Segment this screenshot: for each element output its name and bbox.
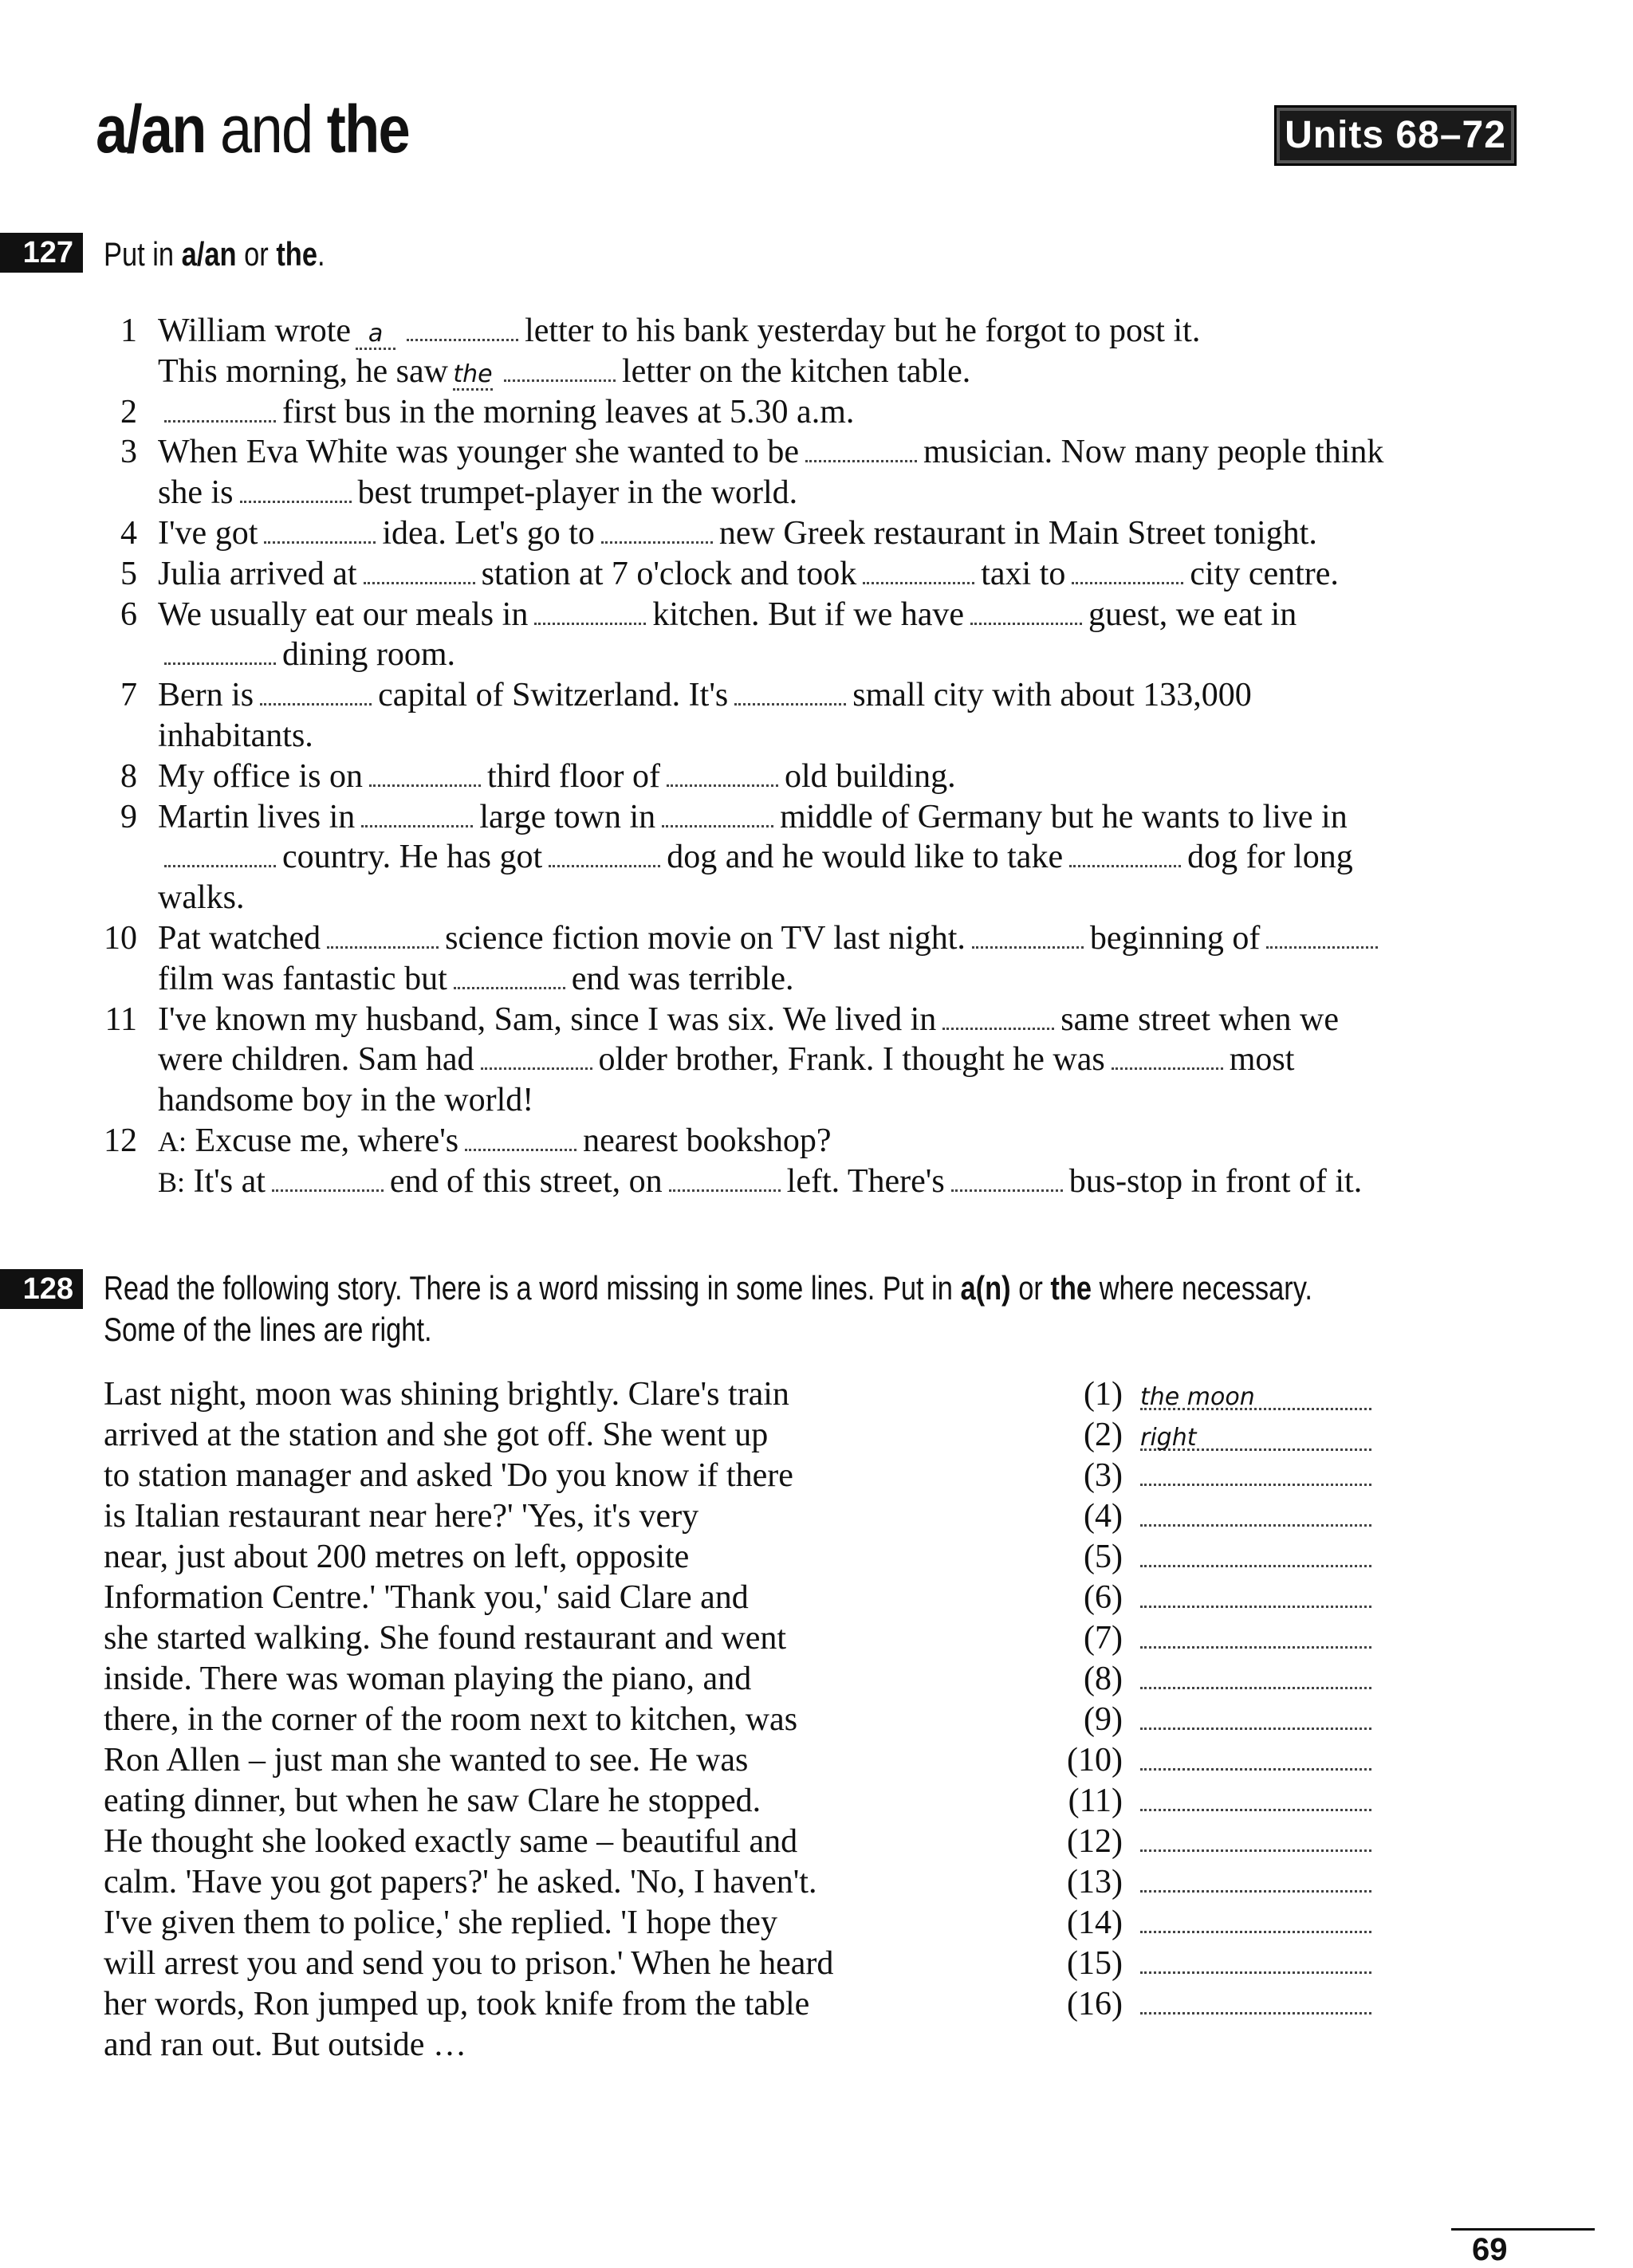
answer-blank[interactable] bbox=[481, 1059, 592, 1070]
exercise-128-instruction-line2: Some of the lines are right. bbox=[104, 1311, 432, 1348]
question-fragment: I've known my husband, Sam, since I was six. We lived in bbox=[158, 1000, 937, 1038]
answer-row bbox=[1051, 1659, 1371, 1700]
answer-row bbox=[1051, 1781, 1371, 1822]
answer-number: (4) bbox=[1084, 1498, 1123, 1535]
answer-row bbox=[1051, 1984, 1371, 2025]
answer-number: (15) bbox=[1067, 1945, 1123, 1982]
answer-blank[interactable] bbox=[669, 1181, 781, 1192]
answer-row bbox=[1051, 1862, 1371, 1903]
exercise-127-number: 127 bbox=[0, 233, 83, 273]
question-text bbox=[158, 837, 1593, 878]
story-line: Information Centre.' 'Thank you,' said Clare and bbox=[104, 1579, 749, 1616]
answer-field[interactable] bbox=[1140, 1829, 1371, 1852]
answer-field[interactable] bbox=[1140, 1707, 1371, 1730]
answer-number: (2) bbox=[1084, 1417, 1123, 1453]
answer-row bbox=[1051, 1415, 1371, 1456]
question-fragment: large town in bbox=[479, 798, 656, 835]
story-line: I've given them to police,' she replied. 'I hope they bbox=[104, 1904, 777, 1941]
answer-row bbox=[1051, 1944, 1371, 1984]
filled-answer[interactable]: a bbox=[356, 320, 395, 350]
question-fragment: This morning, he saw bbox=[158, 352, 448, 390]
question-fragment: end of this street, on bbox=[389, 1162, 663, 1200]
question-text bbox=[158, 554, 1593, 595]
question-text bbox=[158, 392, 1593, 433]
answer-number: (14) bbox=[1067, 1904, 1123, 1941]
speaker-label: B: bbox=[158, 1165, 186, 1198]
question-fragment: best trumpet-player in the world. bbox=[357, 474, 798, 512]
question-text bbox=[158, 918, 1593, 959]
exercise-127-instruction: Put in a/an or the. bbox=[104, 235, 325, 273]
question-fragment: film was fantastic but bbox=[158, 960, 447, 997]
answer-number: (9) bbox=[1084, 1701, 1123, 1738]
title-and: and bbox=[205, 92, 327, 167]
answer-blank[interactable] bbox=[327, 938, 439, 949]
answer-blank[interactable] bbox=[407, 331, 518, 341]
answer-blank[interactable] bbox=[164, 654, 276, 665]
question-fragment: William wrote bbox=[158, 312, 352, 349]
question-fragment: beginning of bbox=[1089, 920, 1261, 957]
answer-blank[interactable] bbox=[972, 938, 1084, 949]
question-fragment: letter to his bank yesterday but he forgot to post it. bbox=[525, 312, 1201, 349]
story-line: inside. There was woman playing the piano, and bbox=[104, 1661, 752, 1697]
answer-row bbox=[1051, 1537, 1371, 1578]
answer-row bbox=[1051, 1456, 1371, 1496]
question-fragment: I've got bbox=[158, 515, 258, 552]
question-fragment: end was terrible. bbox=[571, 960, 794, 997]
answer-field[interactable] bbox=[1140, 1747, 1371, 1771]
story-line: near, just about 200 metres on left, opposite bbox=[104, 1539, 690, 1575]
question-text bbox=[158, 1162, 1593, 1203]
question-fragment: taxi to bbox=[981, 555, 1066, 592]
question-fragment: Excuse me, where's bbox=[187, 1122, 459, 1159]
question-fragment: left. There's bbox=[786, 1162, 945, 1200]
question-fragment: Martin lives in bbox=[158, 798, 356, 835]
question-fragment: dog and he would like to take bbox=[667, 839, 1064, 876]
answer-blank[interactable] bbox=[534, 615, 646, 625]
answer-blank[interactable] bbox=[667, 776, 778, 787]
exercise-128-answers bbox=[1051, 1374, 1371, 2025]
speaker-label: A: bbox=[158, 1126, 187, 1158]
answer-row bbox=[1051, 1374, 1371, 1415]
question-text bbox=[158, 716, 1593, 757]
answer-field[interactable] bbox=[1140, 1585, 1371, 1608]
answer-blank[interactable] bbox=[1266, 938, 1378, 949]
answer-number: (6) bbox=[1084, 1579, 1123, 1616]
question-fragment: science fiction movie on TV last night. bbox=[445, 920, 966, 957]
answer-blank[interactable] bbox=[805, 452, 917, 462]
story-line: is Italian restaurant near here?' 'Yes, it's very bbox=[104, 1498, 699, 1535]
question-fragment: bus-stop in front of it. bbox=[1068, 1162, 1363, 1200]
question-text bbox=[158, 635, 1593, 675]
question-fragment: middle of Germany but he wants to live in bbox=[780, 798, 1348, 835]
question-fragment: Julia arrived at bbox=[158, 555, 357, 592]
question-fragment: she is bbox=[158, 474, 234, 512]
answer-blank[interactable] bbox=[454, 979, 565, 989]
answer-field[interactable] bbox=[1140, 1788, 1371, 1811]
question-number: 11 bbox=[104, 1000, 137, 1038]
story-line: her words, Ron jumped up, took knife from the table bbox=[104, 1986, 810, 2022]
page-number-rule bbox=[1451, 2228, 1595, 2231]
answer-blank[interactable] bbox=[1072, 574, 1183, 584]
answer-field[interactable] bbox=[1140, 1463, 1371, 1486]
answer-blank[interactable] bbox=[1112, 1059, 1223, 1070]
question-text bbox=[158, 311, 1593, 352]
answer-blank[interactable] bbox=[240, 493, 352, 503]
answer-field[interactable] bbox=[1140, 1991, 1371, 2014]
answer-blank[interactable] bbox=[504, 371, 616, 382]
story-line: to station manager and asked 'Do you know if there bbox=[104, 1457, 793, 1494]
answer-blank[interactable] bbox=[164, 857, 276, 867]
question-fragment: older brother, Frank. I thought he was bbox=[598, 1041, 1105, 1079]
page-title bbox=[96, 89, 409, 169]
question-fragment: When Eva White was younger she wanted to be bbox=[158, 434, 799, 471]
question-fragment: walks. bbox=[158, 879, 245, 917]
story-line: arrived at the station and she got off. She went up bbox=[104, 1417, 769, 1453]
answer-row bbox=[1051, 1578, 1371, 1618]
story-line: eating dinner, but when he saw Clare he stopped. bbox=[104, 1783, 761, 1819]
question-fragment: same street when we bbox=[1060, 1000, 1339, 1038]
question-text bbox=[158, 757, 1593, 797]
answer-field[interactable] bbox=[1140, 1869, 1371, 1893]
question-number: 8 bbox=[120, 757, 137, 795]
story-line: calm. 'Have you got papers?' he asked. 'No, I haven't. bbox=[104, 1864, 817, 1900]
story-line: she started walking. She found restaurant and went bbox=[104, 1620, 787, 1657]
question-text bbox=[158, 675, 1593, 716]
question-number: 4 bbox=[120, 515, 137, 552]
question-number: 10 bbox=[104, 920, 137, 957]
question-fragment: idea. Let's go to bbox=[382, 515, 595, 552]
question-text bbox=[158, 352, 1593, 392]
question-number: 3 bbox=[120, 434, 137, 471]
page-number: 69 bbox=[1472, 2232, 1508, 2267]
question-fragment: We usually eat our meals in bbox=[158, 595, 529, 633]
answer-blank[interactable] bbox=[549, 857, 660, 867]
question-fragment: country. He has got bbox=[282, 839, 543, 876]
answer-field[interactable] bbox=[1140, 1910, 1371, 1933]
question-fragment: dining room. bbox=[282, 636, 455, 674]
question-number: 7 bbox=[120, 677, 137, 714]
answer-blank[interactable] bbox=[361, 817, 473, 827]
exercise-128-instruction: Read the following story. There is a word missing in some lines. Put in a(n) or the where necessary. bbox=[104, 1269, 1312, 1307]
answer-row bbox=[1051, 1700, 1371, 1740]
question-fragment: capital of Switzerland. It's bbox=[378, 677, 729, 714]
answer-blank[interactable] bbox=[465, 1141, 576, 1151]
units-badge: Units 68–72 bbox=[1274, 105, 1517, 166]
question-fragment: station at 7 o'clock and took bbox=[481, 555, 857, 592]
answer-number: (7) bbox=[1084, 1620, 1123, 1657]
answer-field[interactable] bbox=[1140, 1666, 1371, 1689]
question-text bbox=[158, 513, 1593, 554]
answer-blank[interactable] bbox=[942, 1020, 1054, 1030]
answer-number: (3) bbox=[1084, 1457, 1123, 1494]
question-number: 9 bbox=[120, 798, 137, 835]
story-line: He thought she looked exactly same – beautiful and bbox=[104, 1823, 798, 1860]
question-text bbox=[158, 473, 1593, 513]
question-number: 6 bbox=[120, 595, 137, 633]
story-line: will arrest you and send you to prison.' When he heard bbox=[104, 1945, 834, 1982]
answer-number: (13) bbox=[1067, 1864, 1123, 1900]
answer-number: (11) bbox=[1068, 1783, 1123, 1819]
answer-number: (12) bbox=[1067, 1823, 1123, 1860]
exercise-128-number: 128 bbox=[0, 1269, 83, 1309]
filled-answer[interactable]: the bbox=[453, 361, 493, 391]
answer-field[interactable] bbox=[1140, 1544, 1371, 1567]
answer-number: (1) bbox=[1084, 1376, 1123, 1413]
question-fragment: dog for long bbox=[1187, 839, 1353, 876]
question-fragment: letter on the kitchen table. bbox=[621, 352, 971, 390]
question-fragment: Pat watched bbox=[158, 920, 321, 957]
answer-number: (10) bbox=[1067, 1742, 1123, 1779]
story-line: Last night, moon was shining brightly. Clare's train bbox=[104, 1376, 789, 1413]
story-line: and ran out. But outside … bbox=[104, 2026, 466, 2063]
answer-blank[interactable] bbox=[272, 1181, 384, 1192]
answer-field[interactable] bbox=[1140, 1503, 1371, 1527]
title-the: the bbox=[326, 92, 409, 167]
answer-blank[interactable] bbox=[164, 412, 276, 423]
question-fragment: nearest bookshop? bbox=[583, 1122, 832, 1159]
question-fragment: guest, we eat in bbox=[1088, 595, 1297, 633]
answer-blank[interactable] bbox=[863, 574, 974, 584]
answer-blank[interactable] bbox=[364, 574, 475, 584]
answer-number: (5) bbox=[1084, 1539, 1123, 1575]
answer-field[interactable] bbox=[1140, 1625, 1371, 1649]
question-fragment: first bus in the morning leaves at 5.30 a.m. bbox=[282, 393, 855, 430]
answer-blank[interactable] bbox=[1069, 857, 1181, 867]
answer-row bbox=[1051, 1496, 1371, 1537]
question-text bbox=[158, 797, 1593, 838]
question-fragment: musician. Now many people think bbox=[923, 434, 1384, 471]
question-fragment: handsome boy in the world! bbox=[158, 1082, 534, 1119]
answer-blank[interactable] bbox=[951, 1181, 1063, 1192]
answer-blank[interactable] bbox=[369, 776, 481, 787]
question-text bbox=[158, 1040, 1593, 1080]
question-fragment: third floor of bbox=[487, 757, 660, 795]
title-a-an: a/an bbox=[96, 92, 206, 167]
question-fragment: inhabitants. bbox=[158, 717, 313, 754]
question-number: 2 bbox=[120, 393, 137, 430]
answer-blank[interactable] bbox=[601, 533, 713, 544]
answer-field[interactable]: the moon bbox=[1140, 1387, 1371, 1410]
answer-field[interactable]: right bbox=[1140, 1428, 1371, 1451]
answer-field[interactable] bbox=[1140, 1951, 1371, 1974]
question-fragment: were children. Sam had bbox=[158, 1041, 474, 1079]
question-fragment: city centre. bbox=[1190, 555, 1339, 592]
answer-row bbox=[1051, 1740, 1371, 1781]
answer-row bbox=[1051, 1822, 1371, 1862]
question-text bbox=[158, 878, 1593, 918]
question-fragment: kitchen. But if we have bbox=[652, 595, 965, 633]
story-line: there, in the corner of the room next to kitchen, was bbox=[104, 1701, 798, 1738]
exercise-128-story bbox=[104, 1374, 833, 2066]
question-number: 12 bbox=[104, 1122, 137, 1159]
question-fragment: small city with about 133,000 bbox=[852, 677, 1252, 714]
question-fragment: most bbox=[1229, 1041, 1295, 1079]
answer-blank[interactable] bbox=[662, 817, 773, 827]
question-text bbox=[158, 1000, 1593, 1040]
answer-row bbox=[1051, 1618, 1371, 1659]
story-line: Ron Allen – just man she wanted to see. He was bbox=[104, 1742, 749, 1779]
answer-blank[interactable] bbox=[734, 695, 846, 706]
answer-blank[interactable] bbox=[970, 615, 1082, 625]
answer-number: (8) bbox=[1084, 1661, 1123, 1697]
answer-number: (16) bbox=[1067, 1986, 1123, 2022]
question-text bbox=[158, 432, 1593, 473]
question-number: 1 bbox=[120, 312, 137, 349]
question-text bbox=[158, 1121, 1593, 1162]
question-fragment: It's at bbox=[185, 1162, 266, 1200]
question-fragment: My office is on bbox=[158, 757, 364, 795]
question-fragment: new Greek restaurant in Main Street tonight. bbox=[718, 515, 1317, 552]
question-text bbox=[158, 595, 1593, 635]
answer-blank[interactable] bbox=[260, 695, 372, 706]
question-fragment: Bern is bbox=[158, 677, 254, 714]
answer-row bbox=[1051, 1903, 1371, 1944]
question-text bbox=[158, 1080, 1593, 1121]
question-text bbox=[158, 959, 1593, 1000]
answer-blank[interactable] bbox=[264, 533, 376, 544]
question-number: 5 bbox=[120, 555, 137, 592]
question-fragment: old building. bbox=[784, 757, 956, 795]
